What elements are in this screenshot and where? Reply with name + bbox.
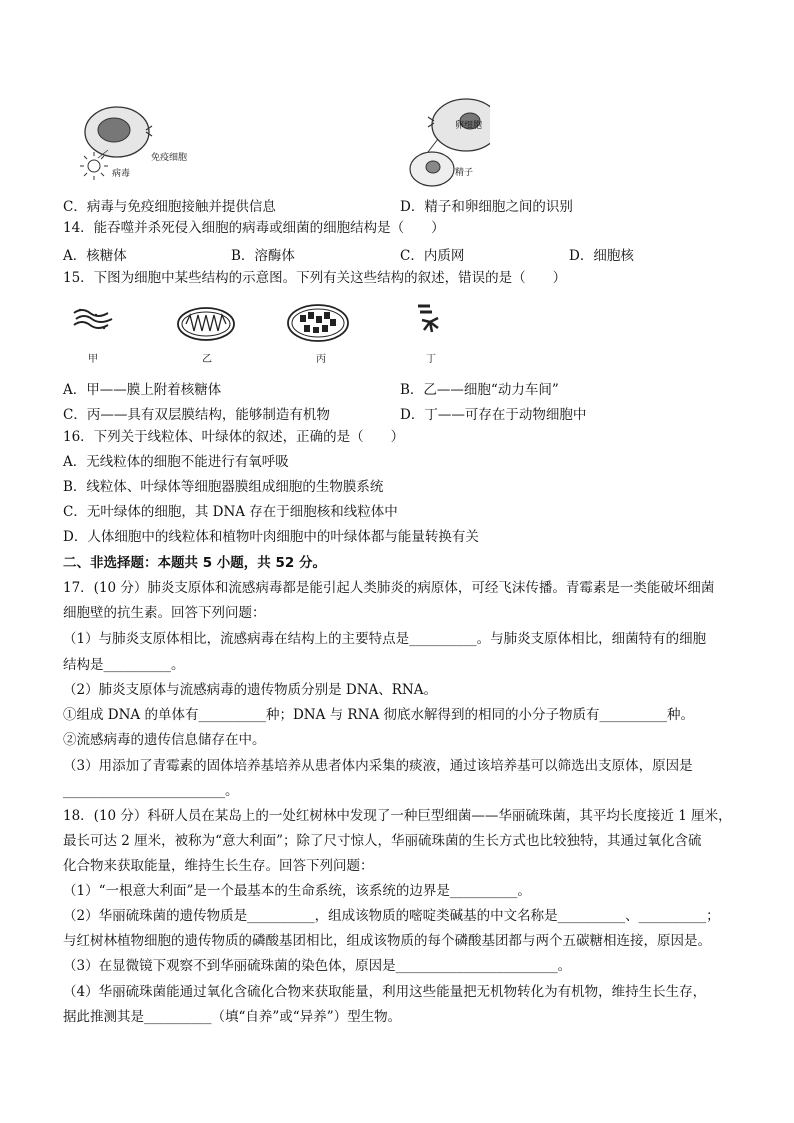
label-ding: 丁: [426, 354, 436, 365]
q14-option-c: C．内质网: [400, 248, 465, 264]
label-bing: 丙: [316, 354, 326, 365]
q15-option-b: B．乙——细胞“动力车间”: [400, 382, 559, 398]
sperm-label: 精子: [455, 168, 474, 178]
q18-line-3: 化合物来获取能量，维持生长生存。回答下列问题：: [63, 858, 374, 874]
q13-option-c: C．病毒与免疫细胞接触并提供信息: [63, 199, 276, 215]
q14-option-b: B．溶酶体: [231, 248, 295, 264]
q14-option-d: D．细胞核: [569, 248, 634, 264]
q16-option-c: C．无叶绿体的细胞，其 DNA 存在于细胞核和线粒体中: [63, 504, 398, 520]
q15-option-c: C．丙——具有双层膜结构，能够制造有机物: [63, 407, 330, 423]
q17-line-2: 细胞壁的抗生素。回答下列问题：: [63, 605, 266, 621]
centrosome-figure: [410, 300, 450, 340]
egg-cell-label: 卵细胞: [455, 121, 483, 131]
q17-line-9: ________________________。: [63, 783, 239, 799]
q16-stem: 16．下列关于线粒体、叶绿体的叙述，正确的是（ ）: [63, 429, 405, 445]
q17-line-5: （2）肺炎支原体与流感病毒的遗传物质分别是 DNA、RNA。: [63, 682, 437, 698]
label-jia: 甲: [88, 354, 98, 365]
q15-option-d: D．丁——可存在于动物细胞中: [400, 407, 587, 423]
q18-line-8: （4）华丽硫珠菌能通过氧化含硫化合物来获取能量，利用这些能量把无机物转化为有机物，维持生长生存，: [63, 984, 707, 1000]
q18-line-4: （1）“一根意大利面”是一个最基本的生命系统，该系统的边界是__________。: [63, 883, 531, 899]
q17-line-7: ②流感病毒的遗传信息储存在中。: [63, 732, 266, 748]
q13-option-d: D．精子和卵细胞之间的识别: [400, 199, 573, 215]
q17-line-3: （1）与肺炎支原体相比，流感病毒在结构上的主要特点是__________。与肺炎支原体相比，细菌特有的细胞: [63, 631, 707, 647]
q17-line-6: ①组成 DNA 的单体有__________种；DNA 与 RNA 彻底水解得到的相同的小分子物质有__________种。: [63, 707, 694, 723]
q18-line-7: （3）在显微镜下观察不到华丽硫珠菌的染色体，原因是________________________。: [63, 958, 572, 974]
q17-line-1: 17．(10 分）肺炎支原体和流感病毒都是能引起人类肺炎的病原体，可经飞沫传播。青霉素是一类能破坏细菌: [63, 580, 715, 596]
q18-line-5: （2）华丽硫珠菌的遗传物质是__________，组成该物质的嘧啶类碱基的中文名称是__________、__________；: [63, 908, 720, 924]
q18-line-6: 与红树林植物细胞的遗传物质的磷酸基团相比，组成该物质的每个磷酸基团都与两个五碳糖相连接，原因是。: [63, 933, 711, 949]
q17-line-4: 结构是__________。: [63, 657, 185, 673]
immune-cell-virus-figure: [72, 102, 222, 187]
q14-option-a: A．核糖体: [63, 248, 127, 264]
q18-line-1: 18．(10 分）科研人员在某岛上的一处红树林中发现了一种巨型细菌——华丽硫珠菌，其平均长度接近 1 厘米，: [63, 808, 732, 824]
section-2-heading: 二、非选择题：本题共 5 小题，共 52 分。: [63, 555, 326, 571]
label-yi: 乙: [202, 354, 212, 365]
virus-label: 病毒: [112, 169, 131, 179]
immune-cell-label: 免疫细胞: [151, 153, 188, 163]
q14-stem: 14．能吞噬并杀死侵入细胞的病毒或细菌的细胞结构是（ ）: [63, 220, 445, 236]
er-figure: [70, 305, 116, 335]
q17-line-8: （3）用添加了青霉素的固体培养基培养从患者体内采集的痰液，通过该培养基可以筛选出支原体，原因是: [63, 758, 693, 774]
q16-option-d: D．人体细胞中的线粒体和植物叶肉细胞中的叶绿体都与能量转换有关: [63, 529, 479, 545]
q18-line-9: 据此推测其是__________（填“自养”或“异养”）型生物。: [63, 1009, 402, 1025]
q15-stem: 15．下图为细胞中某些结构的示意图。下列有关这些结构的叙述，错误的是（ ）: [63, 270, 567, 286]
q16-option-b: B．线粒体、叶绿体等细胞器膜组成细胞的生物膜系统: [63, 479, 384, 495]
egg-sperm-figure: [400, 97, 490, 192]
q16-option-a: A．无线粒体的细胞不能进行有氧呼吸: [63, 454, 289, 470]
q18-line-2: 最长可达 2 厘米，被称为“意大利面”；除了尺寸惊人，华丽硫珠菌的生长方式也比较独特，其通过氧化含硫: [63, 833, 702, 849]
mitochondrion-figure: [176, 305, 236, 343]
chloroplast-figure: [286, 303, 350, 343]
q15-option-a: A．甲——膜上附着核糖体: [63, 382, 222, 398]
